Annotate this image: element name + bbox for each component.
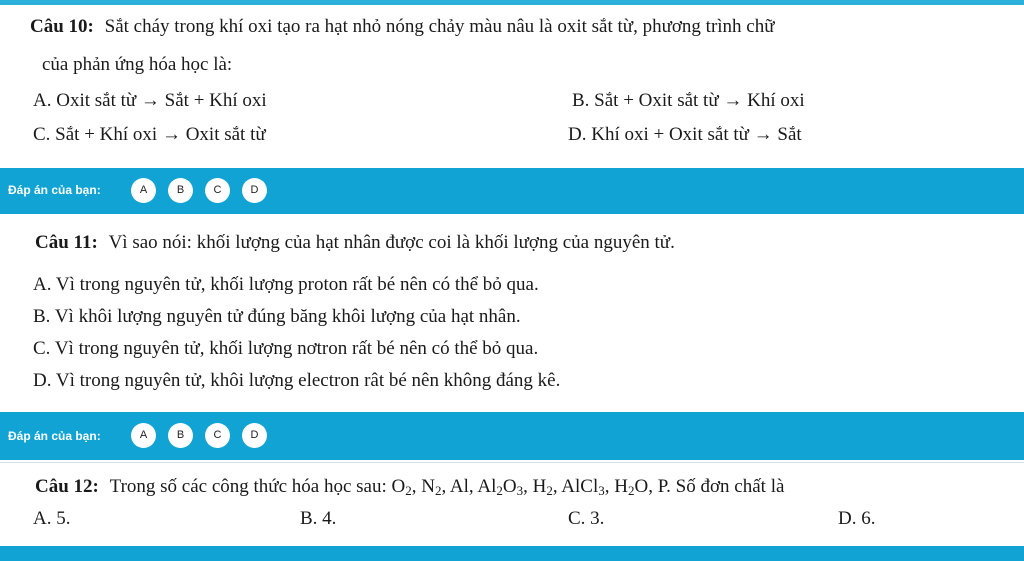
question-number: Câu 11: xyxy=(35,232,98,253)
option-d: D. Vì trong nguyên tử, khôi lượng electron rât bé nên không đáng kê. xyxy=(33,370,561,391)
option-a: A. Oxit sắt từ → Sắt + Khí oxi xyxy=(33,90,267,111)
answer-bar-partial xyxy=(0,546,1024,561)
option-a: A. 5. xyxy=(33,508,71,529)
answer-choice-b[interactable]: B xyxy=(168,178,193,203)
question-10 xyxy=(0,10,1024,160)
question-stem: Vì sao nói: khối lượng của hạt nhân được coi là khối lượng của nguyên tử. xyxy=(108,232,675,253)
question-stem: Sắt cháy trong khí oxi tạo ra hạt nhỏ nóng chảy màu nâu là oxit sắt từ, phương trình chữ xyxy=(104,16,775,37)
option-c: C. Vì trong nguyên tử, khối lượng nơtron rất bé nên có thể bỏ qua. xyxy=(33,338,539,359)
answer-choice-d[interactable]: D xyxy=(242,423,267,448)
option-b: B. Vì khôi lượng nguyên tử đúng băng khôi lượng của hạt nhân. xyxy=(33,306,521,327)
option-d: D. 6. xyxy=(838,508,876,529)
question-stem-continued: của phản ứng hóa học là: xyxy=(42,54,233,75)
answer-choice-b[interactable]: B xyxy=(168,423,193,448)
question-12 xyxy=(0,470,1024,545)
answer-choice-c[interactable]: C xyxy=(205,423,230,448)
answer-choice-a[interactable]: A xyxy=(131,423,156,448)
top-accent-line xyxy=(0,0,1024,5)
question-11 xyxy=(0,226,1024,406)
question-stem-prefix: Trong số các công thức hóa học sau: xyxy=(109,476,387,497)
formula-list: $O_2$, $N_2$, Al, $Al_2O_3$, $H_2$, AlCl$_3$, $H_2O$ xyxy=(391,476,649,498)
option-d: D. Khí oxi + Oxit sắt từ → Sắt xyxy=(568,124,802,145)
question-number: Câu 12: xyxy=(35,476,99,497)
divider xyxy=(0,462,1024,463)
option-b: B. 4. xyxy=(300,508,337,529)
answer-label: Đáp án của bạn: xyxy=(8,429,101,443)
option-c: C. Sắt + Khí oxi → Oxit sắt từ xyxy=(33,124,266,145)
option-c: C. 3. xyxy=(568,508,605,529)
question-number: Câu 10: xyxy=(30,16,94,37)
answer-bar xyxy=(0,168,1024,214)
answer-choice-c[interactable]: C xyxy=(205,178,230,203)
option-a: A. Vì trong nguyên tử, khối lượng proton rất bé nên có thể bỏ qua. xyxy=(33,274,539,295)
answer-bar xyxy=(0,412,1024,460)
option-b: B. Sắt + Oxit sắt từ → Khí oxi xyxy=(572,90,805,111)
question-stem-suffix: , P. Số đơn chất là xyxy=(648,476,785,497)
answer-label: Đáp án của bạn: xyxy=(8,183,101,197)
answer-choice-a[interactable]: A xyxy=(131,178,156,203)
answer-choice-d[interactable]: D xyxy=(242,178,267,203)
